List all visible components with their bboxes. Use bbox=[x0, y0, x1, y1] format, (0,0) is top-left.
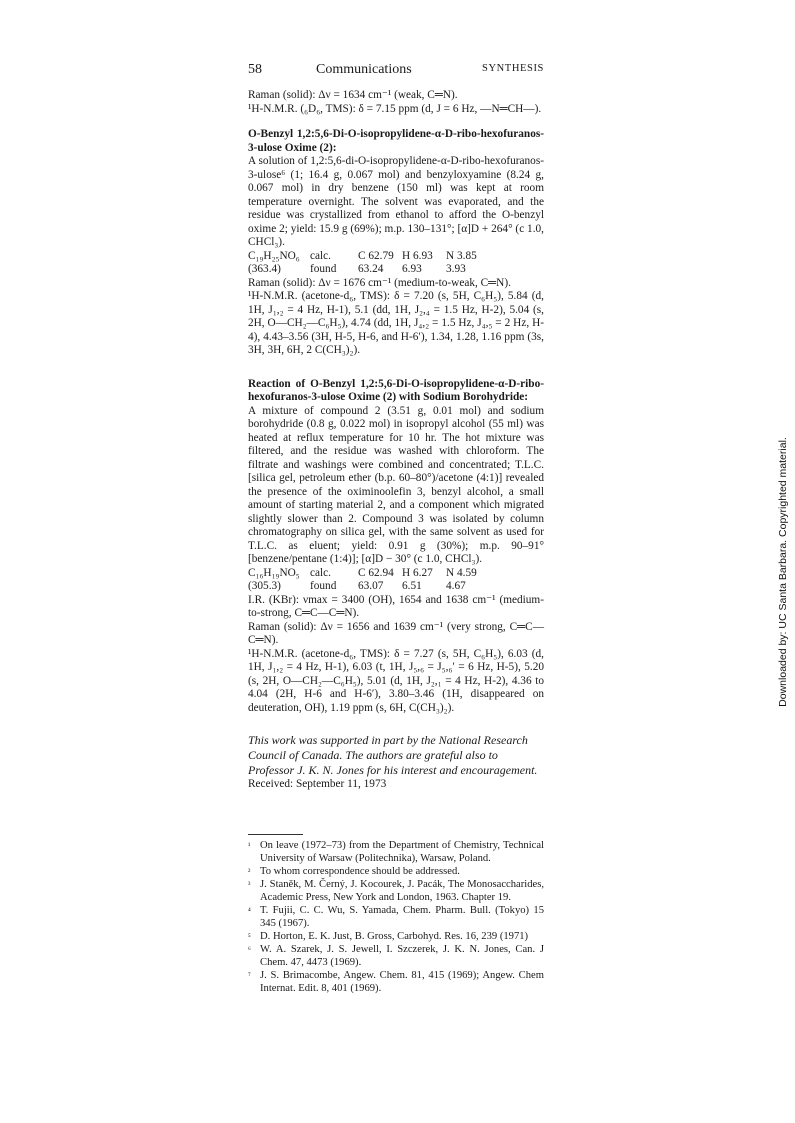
footnote bbox=[248, 865, 544, 878]
analysis-cell: (363.4) bbox=[248, 263, 281, 275]
footnote bbox=[248, 839, 544, 865]
analysis-cell: calc. bbox=[310, 249, 332, 262]
footnote-text: T. Fujii, C. C. Wu, S. Yamada, Chem. Pharm. Bull. (Tokyo) 15 345 (1967). bbox=[260, 904, 544, 929]
analysis-cell: 63.24 bbox=[358, 263, 384, 275]
analysis-cell: found bbox=[310, 263, 337, 275]
footnote bbox=[248, 904, 544, 930]
section1-analysis-row bbox=[248, 263, 544, 277]
analysis-cell: 6.51 bbox=[402, 580, 422, 592]
footnote-text: W. A. Szarek, J. S. Jewell, I. Szczerek, J. K. N. Jones, Can. J Chem. 47, 4473 (1969). bbox=[260, 943, 544, 968]
footnote-rule bbox=[248, 834, 303, 835]
section1-body: A solution of 1,2:5,6-di-O-isopropylidene-α-D-ribo-hexofuranos-3-ulose⁶ (1; 16.4 g, 0.067 mol) and benzyloxyamine (8.24 g, 0.067 mol) in dry benzene (150 ml) was kept at room temperature overnight. The solvent was evaporated, and the residue was crystallized from ethanol to afford the O-benzyl oxime 2; yield: 15.9 g (69%); m.p. 130–131°; [α]D + 264° (c 1.0, CHCl₃). bbox=[248, 155, 544, 248]
footnote-number: ⁵ bbox=[248, 931, 251, 941]
analysis-cell: H 6.27 bbox=[402, 566, 433, 579]
analysis-cell: 4.67 bbox=[446, 580, 466, 592]
analysis-cell: 6.93 bbox=[402, 263, 422, 275]
analysis-cell: C₁₆H₁₉NO₅ bbox=[248, 566, 300, 579]
analysis-cell: C 62.94 bbox=[358, 566, 394, 579]
received-date: Received: September 11, 1973 bbox=[248, 778, 387, 790]
analysis-cell: 3.93 bbox=[446, 263, 466, 275]
analysis-cell: 63.07 bbox=[358, 580, 384, 592]
footnote-number: ² bbox=[248, 866, 251, 876]
footnote bbox=[248, 943, 544, 969]
footnote-text: D. Horton, E. K. Just, B. Gross, Carbohyd. Res. 16, 239 (1971) bbox=[260, 930, 529, 942]
nmr-line: ¹H-N.M.R. (₆D₆, TMS): δ = 7.15 ppm (d, J = 6 Hz, —N═CH—). bbox=[248, 102, 542, 115]
section2-analysis-row bbox=[248, 580, 544, 594]
footnote-text: To whom correspondence should be addressed. bbox=[260, 865, 460, 877]
section2-raman: Raman (solid): Δν = 1656 and 1639 cm⁻¹ (very strong, C═C—C═N). bbox=[248, 620, 544, 646]
footnote-number: ¹ bbox=[248, 840, 251, 850]
watermark-text: Downloaded by: UC Santa Barbara. Copyrighted material. bbox=[777, 437, 789, 707]
acknowledgement: This work was supported in part by the National Research Council of Canada. The authors are grateful also to Professor J. K. N. Jones for his interest and encouragement. bbox=[248, 733, 538, 777]
analysis-cell: C₁₉H₂₅NO₆ bbox=[248, 249, 300, 262]
section2-ir: I.R. (KBr): νmax = 3400 (OH), 1654 and 1638 cm⁻¹ (medium-to-strong, C═C—C═N). bbox=[248, 593, 544, 619]
raman-line: Raman (solid): Δν = 1634 cm⁻¹ (weak, C═N). bbox=[248, 89, 458, 101]
footnote-number: ⁷ bbox=[248, 970, 251, 980]
section2-body: A mixture of compound 2 (3.51 g, 0.01 mol) and sodium borohydride (0.8 g, 0.022 mol) in isopropyl alcohol (55 ml) was heated at reflux temperature for 10 hr. The hot mixture was filtered, and the residue was washed with chloroform. The filtrate and washings were combined and concentrated; T.L.C. [silica gel, petroleum ether (b.p. 60–80°)/acetone (4:1)] revealed the presence of the oximinoolefin 3, benzyl alcohol, a small amount of starting material 2, and a component which migrated slightly slower than 2. Compound 3 was isolated by column chromatography on silica gel, with the same solvent as used for T.L.C. as eluent; yield: 0.91 g (30%); m.p. 90–91° [benzene/pentane (1:4)]; [α]D − 30° (c 1.0, CHCl₃). bbox=[248, 404, 544, 565]
section2-title: Reaction of O-Benzyl 1,2:5,6-Di-O-isopropylidene-α-D-ribo-hexofuranos-3-ulose Oxime (2) with Sodium Borohydride: bbox=[248, 377, 544, 403]
section2-analysis-row bbox=[248, 567, 544, 581]
download-watermark bbox=[776, 437, 790, 707]
footnote bbox=[248, 878, 544, 904]
footnote-number: ⁴ bbox=[248, 905, 251, 915]
analysis-cell: (305.3) bbox=[248, 580, 281, 592]
analysis-cell: H 6.93 bbox=[402, 249, 433, 262]
analysis-cell: N 3.85 bbox=[446, 249, 477, 262]
analysis-cell: N 4.59 bbox=[446, 566, 477, 579]
analysis-cell: found bbox=[310, 580, 337, 592]
section-title: Communications bbox=[316, 62, 412, 77]
page-header bbox=[248, 62, 544, 82]
analysis-cell: calc. bbox=[310, 566, 332, 579]
page-number: 58 bbox=[248, 62, 262, 77]
section1-nmr: ¹H-N.M.R. (acetone-d₆, TMS): δ = 7.20 (s, 5H, C₆H₅), 5.84 (d, 1H, J₁,₂ = 4 Hz, H-1), 5.1 (dd, 1H, J₂,₄ = 1.5 Hz, H-2), 5.04 (s, 2H, O—CH₂—C₆H₅), 4.74 (dd, 1H, J₄,₂ = 1.5 Hz, J₄,₅ = 2 Hz, H-4), 4.43–3.56 (3H, H-5, H-6, and H-6′), 1.34, 1.28, 1.16 ppm (3s, 3H, 3H, 6H, 2 C(CH₃)₂). bbox=[248, 290, 544, 356]
journal-name: SYNTHESIS bbox=[482, 63, 544, 74]
footnote bbox=[248, 930, 544, 943]
section2-nmr: ¹H-N.M.R. (acetone-d₆, TMS): δ = 7.27 (s, 5H, C₆H₅), 6.03 (d, 1H, J₁,₂ = 4 Hz, H-1), 6.03 (t, 1H, J₅,₆ = J₅,₆′ = 6 Hz, H-5), 5.20 (s, 2H, O—CH₂—C₆H₅), 5.01 (d, 1H, J₂,₁ = 4 Hz, H-2), 4.36 to 4.04 (2H, H-6 and H-6′), 3.80–3.46 (1H, disappeared on deuteration, OH), 1.19 ppm (s, 6H, C(CH₃)₂). bbox=[248, 647, 544, 714]
footnote-number: ⁶ bbox=[248, 944, 251, 954]
section1-title: O-Benzyl 1,2:5,6-Di-O-isopropylidene-α-D-ribo-hexofuranos-3-ulose Oxime (2): bbox=[248, 128, 544, 154]
text-column bbox=[248, 89, 544, 995]
section1-analysis-row bbox=[248, 250, 544, 264]
section1-raman: Raman (solid): Δν = 1676 cm⁻¹ (medium-to-weak, C═N). bbox=[248, 276, 511, 289]
footnote-text: On leave (1972–73) from the Department of Chemistry, Technical University of Warsaw (Politechnika), Warsaw, Poland. bbox=[260, 839, 544, 864]
analysis-cell: C 62.79 bbox=[358, 249, 394, 262]
footnote-number: ³ bbox=[248, 879, 251, 889]
footnote-text: J. Staněk, M. Černý, J. Kocourek, J. Pacák, The Monosaccharides, Academic Press, New York and London, 1963. Chapter 19. bbox=[260, 878, 544, 903]
footnote bbox=[248, 969, 544, 995]
footnote-text: J. S. Brimacombe, Angew. Chem. 81, 415 (1969); Angew. Chem Internat. Edit. 8, 401 (1969). bbox=[260, 969, 544, 994]
